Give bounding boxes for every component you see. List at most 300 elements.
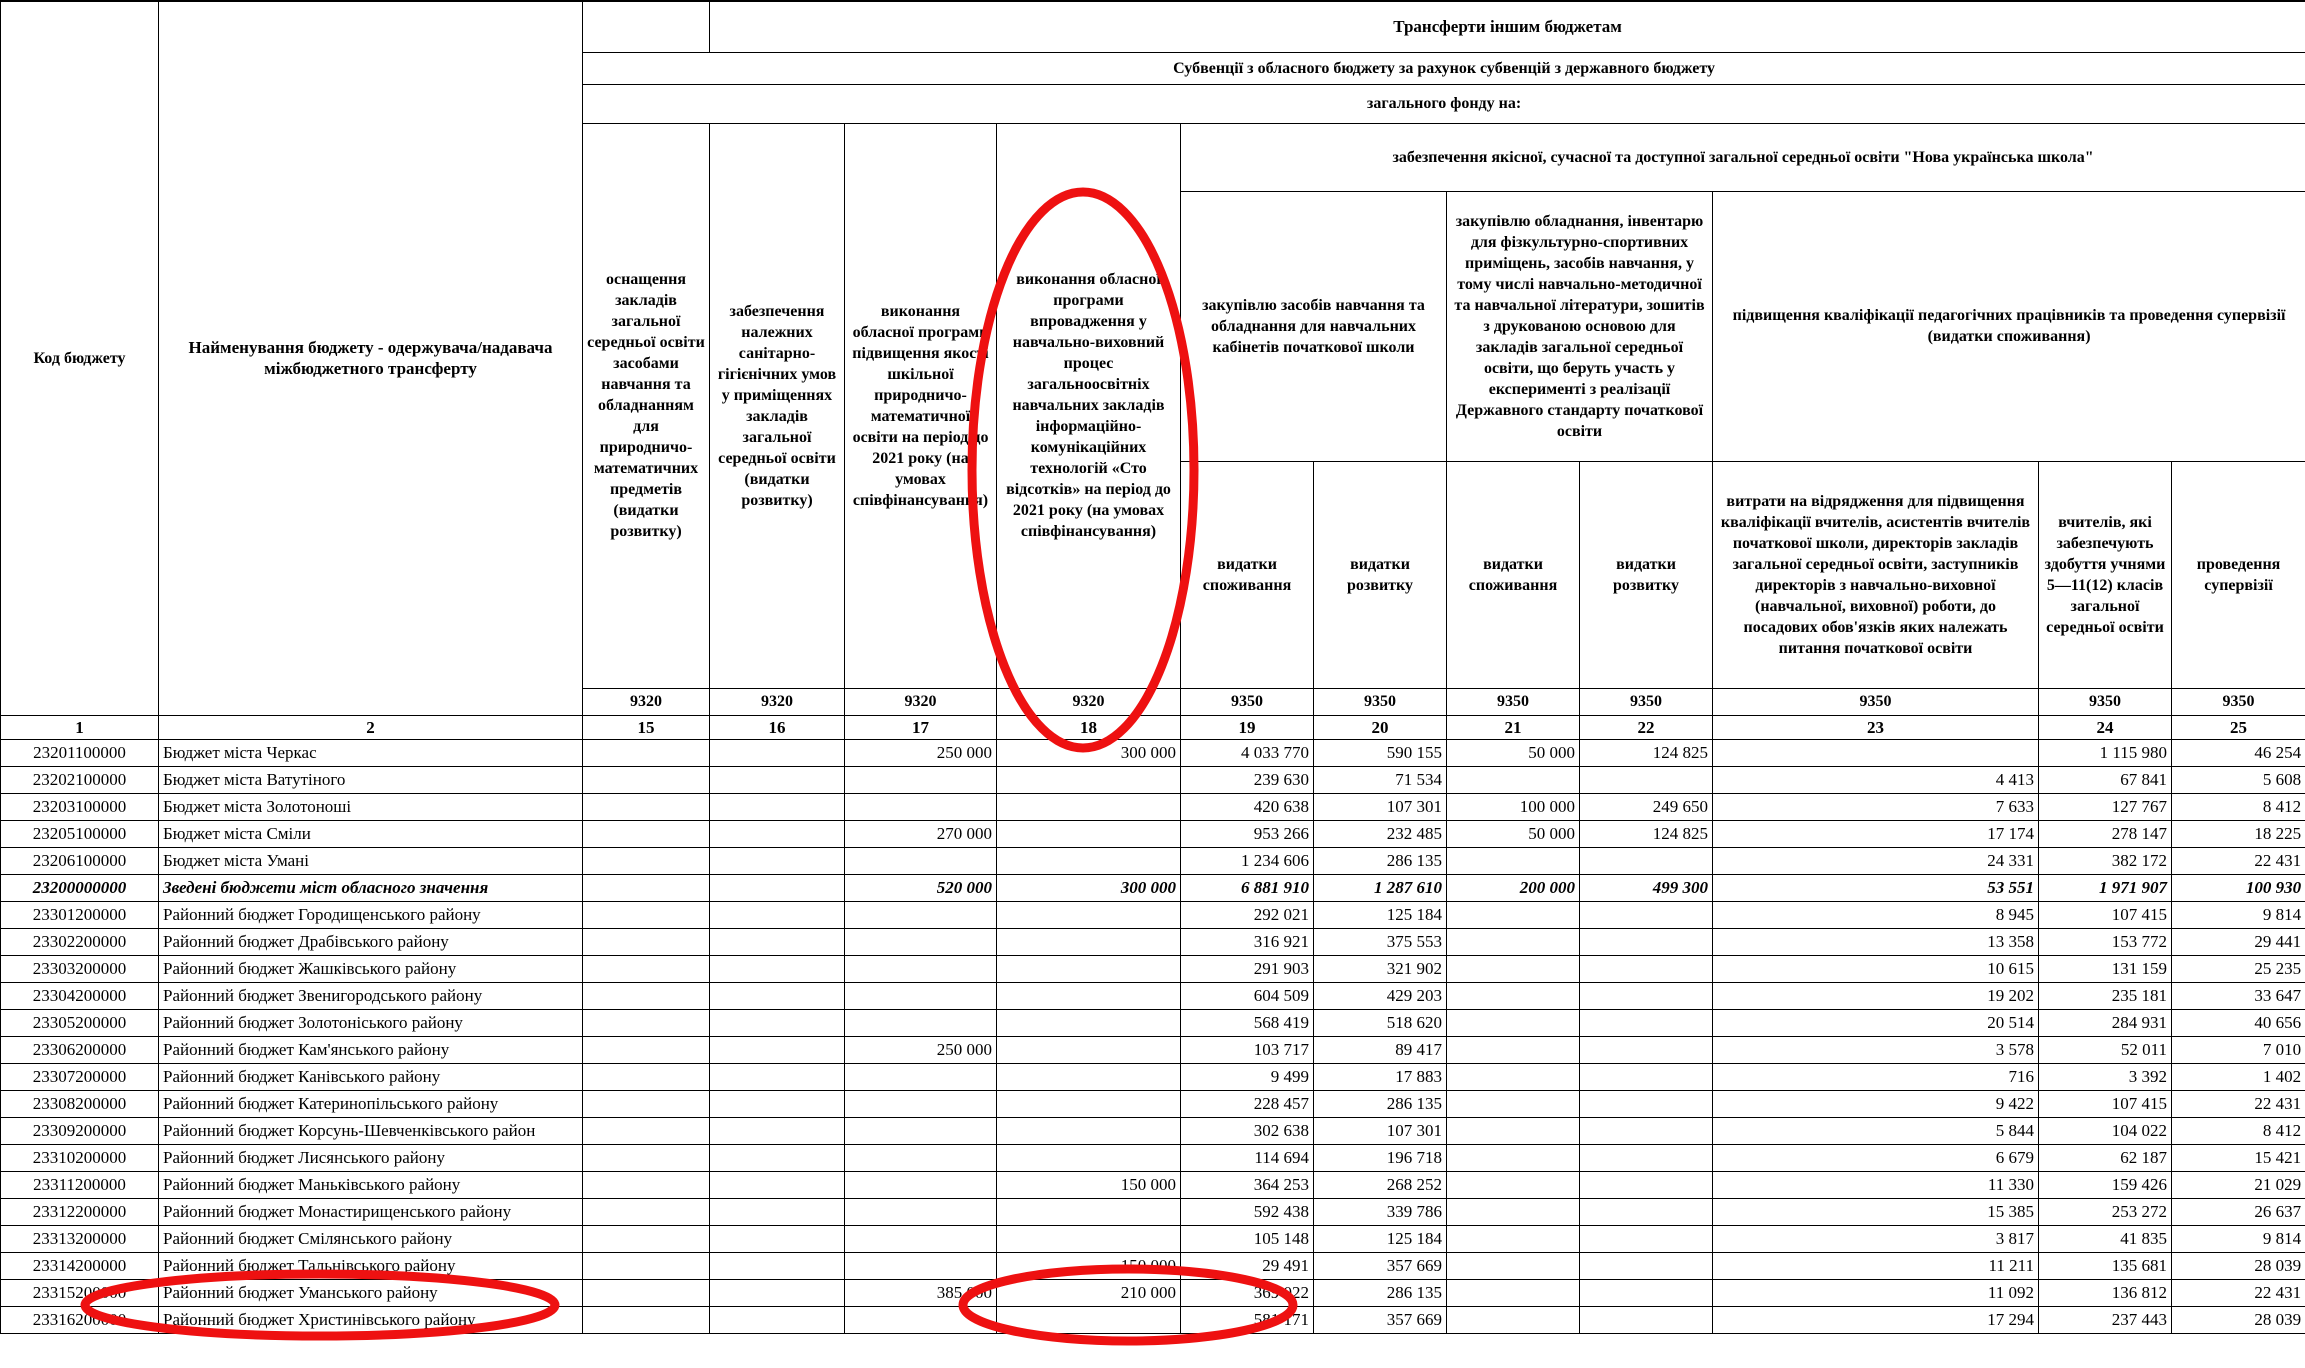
value-cell-col-15 (583, 847, 710, 874)
table-row (1, 1252, 2305, 1279)
value-cell-col-17 (845, 1009, 997, 1036)
value-cell-col-18: 150 000 (997, 1171, 1181, 1198)
value-cell-col-24: 131 159 (2039, 955, 2172, 982)
header-transfers: Трансферти іншим бюджетам (710, 1, 2305, 52)
value-cell-col-25: 7 010 (2172, 1036, 2305, 1063)
value-cell-col-20: 268 252 (1314, 1171, 1447, 1198)
value-cell-col-17 (845, 901, 997, 928)
header-col-19: видатки споживання (1181, 461, 1314, 688)
value-cell-col-18 (997, 1090, 1181, 1117)
value-cell-col-18 (997, 1225, 1181, 1252)
value-cell-col-16 (710, 874, 845, 901)
column-number: 15 (583, 715, 710, 739)
value-cell-col-15 (583, 1036, 710, 1063)
value-cell-col-21 (1447, 955, 1580, 982)
value-cell-col-21 (1447, 1306, 1580, 1333)
value-cell-col-18: 150 000 (997, 1252, 1181, 1279)
value-cell-col-16 (710, 1252, 845, 1279)
value-cell-col-19: 114 694 (1181, 1144, 1314, 1171)
value-cell-col-19: 105 148 (1181, 1225, 1314, 1252)
value-cell-col-17 (845, 1090, 997, 1117)
value-cell-col-25: 22 431 (2172, 1279, 2305, 1306)
value-cell-col-21: 200 000 (1447, 874, 1580, 901)
value-cell-col-24: 237 443 (2039, 1306, 2172, 1333)
table-row (1, 928, 2305, 955)
header-general-fund: загального фонду на: (583, 84, 2305, 123)
column-number: 17 (845, 715, 997, 739)
value-cell-col-25: 21 029 (2172, 1171, 2305, 1198)
value-cell-col-21 (1447, 1036, 1580, 1063)
value-cell-col-17 (845, 1198, 997, 1225)
value-cell-col-25: 26 637 (2172, 1198, 2305, 1225)
value-cell-col-21 (1447, 1090, 1580, 1117)
value-cell-col-23: 8 945 (1713, 901, 2039, 928)
value-cell-col-20: 107 301 (1314, 793, 1447, 820)
budget-name: Бюджет міста Умані (159, 847, 583, 874)
value-cell-col-25: 22 431 (2172, 1090, 2305, 1117)
table-row (1, 793, 2305, 820)
value-cell-col-24: 284 931 (2039, 1009, 2172, 1036)
value-cell-col-16 (710, 1090, 845, 1117)
header-col-16: забезпечення належних санітарно-гігієнічних умов у приміщеннях закладів загальної середньої освіти (видатки розвитку) (710, 123, 845, 688)
value-cell-col-20: 1 287 610 (1314, 874, 1447, 901)
value-cell-col-22 (1580, 1117, 1713, 1144)
value-cell-col-19: 592 438 (1181, 1198, 1314, 1225)
kpk-cell: 9350 (1314, 688, 1447, 715)
value-cell-col-18 (997, 1117, 1181, 1144)
value-cell-col-15 (583, 955, 710, 982)
value-cell-col-22: 124 825 (1580, 739, 1713, 766)
value-cell-col-23: 13 358 (1713, 928, 2039, 955)
table-row (1, 1306, 2305, 1333)
value-cell-col-25: 5 608 (2172, 766, 2305, 793)
value-cell-col-24: 135 681 (2039, 1252, 2172, 1279)
column-number: 21 (1447, 715, 1580, 739)
budget-name: Районний бюджет Золотоніського району (159, 1009, 583, 1036)
value-cell-col-24: 104 022 (2039, 1117, 2172, 1144)
value-cell-col-16 (710, 955, 845, 982)
value-cell-col-24: 1 115 980 (2039, 739, 2172, 766)
value-cell-col-21 (1447, 928, 1580, 955)
budget-name: Районний бюджет Монастирищенського району (159, 1198, 583, 1225)
header-col-25: проведення супервізії (2172, 461, 2305, 688)
value-cell-col-17: 385 000 (845, 1279, 997, 1306)
value-cell-col-25: 9 814 (2172, 1225, 2305, 1252)
value-cell-col-16 (710, 1063, 845, 1090)
value-cell-col-18 (997, 793, 1181, 820)
table-header (1, 1, 2305, 739)
value-cell-col-22 (1580, 1306, 1713, 1333)
value-cell-col-20: 286 135 (1314, 1090, 1447, 1117)
value-cell-col-20: 125 184 (1314, 901, 1447, 928)
value-cell-col-15 (583, 928, 710, 955)
value-cell-col-15 (583, 1252, 710, 1279)
value-cell-col-17: 520 000 (845, 874, 997, 901)
table-row (1, 1063, 2305, 1090)
value-cell-col-22 (1580, 1036, 1713, 1063)
value-cell-col-19: 228 457 (1181, 1090, 1314, 1117)
value-cell-col-22 (1580, 1198, 1713, 1225)
value-cell-col-23: 716 (1713, 1063, 2039, 1090)
value-cell-col-25: 28 039 (2172, 1252, 2305, 1279)
value-cell-col-19: 9 499 (1181, 1063, 1314, 1090)
budget-code: 23301200000 (1, 901, 159, 928)
value-cell-col-16 (710, 1144, 845, 1171)
table-row (1, 1009, 2305, 1036)
value-cell-col-16 (710, 847, 845, 874)
value-cell-col-19: 1 234 606 (1181, 847, 1314, 874)
value-cell-col-24: 107 415 (2039, 901, 2172, 928)
column-number: 23 (1713, 715, 2039, 739)
value-cell-col-19: 6 881 910 (1181, 874, 1314, 901)
value-cell-col-22 (1580, 1009, 1713, 1036)
header-col-23: витрати на відрядження для підвищення кваліфікації вчителів, асистентів вчителів початкової школи, директорів закладів загальної середньої освіти, заступників директорів з навчально-виховної (навчальної, виховної) роботи, до посадових обов'язків яких належать питання початкової освіти (1713, 461, 2039, 688)
value-cell-col-16 (710, 793, 845, 820)
value-cell-col-24: 136 812 (2039, 1279, 2172, 1306)
value-cell-col-18 (997, 1198, 1181, 1225)
value-cell-col-22 (1580, 1144, 1713, 1171)
budget-code: 23312200000 (1, 1198, 159, 1225)
kpk-cell: 9350 (1580, 688, 1713, 715)
value-cell-col-23: 24 331 (1713, 847, 2039, 874)
value-cell-col-21: 50 000 (1447, 820, 1580, 847)
value-cell-col-23 (1713, 739, 2039, 766)
value-cell-col-25: 28 039 (2172, 1306, 2305, 1333)
value-cell-col-17 (845, 955, 997, 982)
value-cell-col-25: 40 656 (2172, 1009, 2305, 1036)
value-cell-col-17 (845, 793, 997, 820)
value-cell-col-16 (710, 1198, 845, 1225)
value-cell-col-19: 316 921 (1181, 928, 1314, 955)
value-cell-col-16 (710, 1036, 845, 1063)
value-cell-col-18 (997, 928, 1181, 955)
budget-name: Зведені бюджети міст обласного значення (159, 874, 583, 901)
header-group-23: підвищення кваліфікації педагогічних працівників та проведення супервізії (видатки споживання) (1713, 191, 2305, 461)
table-row (1, 982, 2305, 1009)
value-cell-col-22: 499 300 (1580, 874, 1713, 901)
header-code: Код бюджету (1, 1, 159, 715)
value-cell-col-17 (845, 1252, 997, 1279)
budget-name: Районний бюджет Городищенського району (159, 901, 583, 928)
table-row (1, 955, 2305, 982)
value-cell-col-18: 300 000 (997, 739, 1181, 766)
value-cell-col-23: 53 551 (1713, 874, 2039, 901)
kpk-cell: 9350 (1181, 688, 1314, 715)
value-cell-col-20: 125 184 (1314, 1225, 1447, 1252)
value-cell-col-19: 953 266 (1181, 820, 1314, 847)
column-number: 22 (1580, 715, 1713, 739)
value-cell-col-15 (583, 1198, 710, 1225)
value-cell-col-16 (710, 820, 845, 847)
value-cell-col-15 (583, 1306, 710, 1333)
value-cell-col-24: 253 272 (2039, 1198, 2172, 1225)
value-cell-col-22 (1580, 1063, 1713, 1090)
value-cell-col-24: 52 011 (2039, 1036, 2172, 1063)
column-number: 1 (1, 715, 159, 739)
value-cell-col-17: 250 000 (845, 1036, 997, 1063)
table-row (1, 1171, 2305, 1198)
value-cell-col-22 (1580, 1171, 1713, 1198)
kpk-cell: 9320 (845, 688, 997, 715)
table-row (1, 1144, 2305, 1171)
value-cell-col-16 (710, 982, 845, 1009)
value-cell-col-21: 50 000 (1447, 739, 1580, 766)
value-cell-col-19: 369 022 (1181, 1279, 1314, 1306)
value-cell-col-19: 581 171 (1181, 1306, 1314, 1333)
value-cell-col-21 (1447, 901, 1580, 928)
value-cell-col-15 (583, 1279, 710, 1306)
value-cell-col-18 (997, 1009, 1181, 1036)
value-cell-col-15 (583, 1225, 710, 1252)
column-number: 2 (159, 715, 583, 739)
value-cell-col-21 (1447, 1279, 1580, 1306)
budget-code: 23202100000 (1, 766, 159, 793)
value-cell-col-25: 33 647 (2172, 982, 2305, 1009)
value-cell-col-20: 321 902 (1314, 955, 1447, 982)
value-cell-col-20: 17 883 (1314, 1063, 1447, 1090)
value-cell-col-15 (583, 1009, 710, 1036)
value-cell-col-23: 17 294 (1713, 1306, 2039, 1333)
value-cell-col-24: 107 415 (2039, 1090, 2172, 1117)
table-body (1, 739, 2305, 1333)
value-cell-col-15 (583, 874, 710, 901)
value-cell-col-17 (845, 1171, 997, 1198)
value-cell-col-20: 89 417 (1314, 1036, 1447, 1063)
budget-code: 23310200000 (1, 1144, 159, 1171)
value-cell-col-19: 604 509 (1181, 982, 1314, 1009)
value-cell-col-23: 9 422 (1713, 1090, 2039, 1117)
value-cell-col-19: 364 253 (1181, 1171, 1314, 1198)
budget-name: Районний бюджет Жашківського району (159, 955, 583, 982)
value-cell-col-18 (997, 1036, 1181, 1063)
value-cell-col-20: 196 718 (1314, 1144, 1447, 1171)
value-cell-col-21 (1447, 766, 1580, 793)
header-blank (583, 1, 710, 52)
budget-code: 23314200000 (1, 1252, 159, 1279)
value-cell-col-22 (1580, 955, 1713, 982)
value-cell-col-17 (845, 766, 997, 793)
value-cell-col-22 (1580, 1252, 1713, 1279)
value-cell-col-22 (1580, 766, 1713, 793)
value-cell-col-16 (710, 1171, 845, 1198)
budget-name: Бюджет міста Черкас (159, 739, 583, 766)
value-cell-col-24: 67 841 (2039, 766, 2172, 793)
value-cell-col-23: 10 615 (1713, 955, 2039, 982)
value-cell-col-18 (997, 1306, 1181, 1333)
value-cell-col-16 (710, 1009, 845, 1036)
budget-code: 23206100000 (1, 847, 159, 874)
value-cell-col-23: 11 211 (1713, 1252, 2039, 1279)
value-cell-col-24: 62 187 (2039, 1144, 2172, 1171)
value-cell-col-22 (1580, 901, 1713, 928)
value-cell-col-17 (845, 1306, 997, 1333)
value-cell-col-18 (997, 820, 1181, 847)
header-col-24: вчителів, які забезпечують здобуття учнями 5—11(12) класів загальної середньої освіти (2039, 461, 2172, 688)
budget-name: Районний бюджет Катеринопільського району (159, 1090, 583, 1117)
value-cell-col-25: 1 402 (2172, 1063, 2305, 1090)
column-number: 16 (710, 715, 845, 739)
value-cell-col-23: 15 385 (1713, 1198, 2039, 1225)
value-cell-col-25: 100 930 (2172, 874, 2305, 901)
value-cell-col-17: 250 000 (845, 739, 997, 766)
value-cell-col-23: 3 578 (1713, 1036, 2039, 1063)
kpk-cell: 9320 (710, 688, 845, 715)
column-number: 25 (2172, 715, 2305, 739)
value-cell-col-23: 11 092 (1713, 1279, 2039, 1306)
value-cell-col-17 (845, 928, 997, 955)
value-cell-col-20: 357 669 (1314, 1252, 1447, 1279)
value-cell-col-15 (583, 901, 710, 928)
value-cell-col-16 (710, 1279, 845, 1306)
budget-name: Бюджет міста Сміли (159, 820, 583, 847)
value-cell-col-19: 420 638 (1181, 793, 1314, 820)
table-row (1, 766, 2305, 793)
value-cell-col-15 (583, 982, 710, 1009)
value-cell-col-17 (845, 1225, 997, 1252)
value-cell-col-20: 518 620 (1314, 1009, 1447, 1036)
value-cell-col-16 (710, 1225, 845, 1252)
value-cell-col-23: 4 413 (1713, 766, 2039, 793)
value-cell-col-16 (710, 928, 845, 955)
kpk-cell: 9350 (1713, 688, 2039, 715)
table-row (1, 901, 2305, 928)
value-cell-col-24: 278 147 (2039, 820, 2172, 847)
value-cell-col-17 (845, 1144, 997, 1171)
value-cell-col-25: 29 441 (2172, 928, 2305, 955)
budget-name: Районний бюджет Смілянського району (159, 1225, 583, 1252)
value-cell-col-20: 429 203 (1314, 982, 1447, 1009)
budget-name: Районний бюджет Корсунь-Шевченківського район (159, 1117, 583, 1144)
budget-code: 23313200000 (1, 1225, 159, 1252)
budget-name: Районний бюджет Тальнівського району (159, 1252, 583, 1279)
header-group-19: закупівлю засобів навчання та обладнання для навчальних кабінетів початкової школи (1181, 191, 1447, 461)
value-cell-col-24: 382 172 (2039, 847, 2172, 874)
table-row (1, 1279, 2305, 1306)
table-row (1, 739, 2305, 766)
value-cell-col-18 (997, 955, 1181, 982)
table-row (1, 1225, 2305, 1252)
value-cell-col-24: 153 772 (2039, 928, 2172, 955)
budget-name: Районний бюджет Канівського району (159, 1063, 583, 1090)
table-row (1, 1117, 2305, 1144)
value-cell-col-21: 100 000 (1447, 793, 1580, 820)
budget-name: Районний бюджет Лисянського району (159, 1144, 583, 1171)
value-cell-col-19: 292 021 (1181, 901, 1314, 928)
column-numbers-row (1, 715, 2305, 739)
table-row (1, 1036, 2305, 1063)
value-cell-col-19: 568 419 (1181, 1009, 1314, 1036)
value-cell-col-20: 590 155 (1314, 739, 1447, 766)
value-cell-col-25: 25 235 (2172, 955, 2305, 982)
value-cell-col-21 (1447, 847, 1580, 874)
value-cell-col-19: 239 630 (1181, 766, 1314, 793)
value-cell-col-20: 107 301 (1314, 1117, 1447, 1144)
value-cell-col-25: 18 225 (2172, 820, 2305, 847)
budget-code: 23308200000 (1, 1090, 159, 1117)
table-row-total (1, 874, 2305, 901)
column-number: 19 (1181, 715, 1314, 739)
value-cell-col-16 (710, 901, 845, 928)
value-cell-col-22: 124 825 (1580, 820, 1713, 847)
value-cell-col-23: 5 844 (1713, 1117, 2039, 1144)
value-cell-col-20: 286 135 (1314, 1279, 1447, 1306)
value-cell-col-22 (1580, 982, 1713, 1009)
value-cell-col-19: 291 903 (1181, 955, 1314, 982)
header-nus: забезпечення якісної, сучасної та доступної загальної середньої освіти "Нова українська школа" (1181, 123, 2305, 191)
value-cell-col-22 (1580, 1090, 1713, 1117)
value-cell-col-21 (1447, 982, 1580, 1009)
budget-code: 23302200000 (1, 928, 159, 955)
header-subventions: Субвенції з обласного бюджету за рахунок субвенцій з державного бюджету (583, 52, 2305, 84)
kpk-cell: 9350 (1447, 688, 1580, 715)
column-number: 18 (997, 715, 1181, 739)
value-cell-col-20: 71 534 (1314, 766, 1447, 793)
value-cell-col-20: 375 553 (1314, 928, 1447, 955)
value-cell-col-17: 270 000 (845, 820, 997, 847)
value-cell-col-18 (997, 847, 1181, 874)
budget-code: 23205100000 (1, 820, 159, 847)
value-cell-col-18: 300 000 (997, 874, 1181, 901)
value-cell-col-20: 232 485 (1314, 820, 1447, 847)
value-cell-col-15 (583, 1144, 710, 1171)
header-name: Найменування бюджету - одержувача/надавача міжбюджетного трансферту (159, 1, 583, 715)
budget-name: Бюджет міста Ватутіного (159, 766, 583, 793)
value-cell-col-19: 29 491 (1181, 1252, 1314, 1279)
column-number: 20 (1314, 715, 1447, 739)
value-cell-col-15 (583, 1090, 710, 1117)
value-cell-col-16 (710, 1306, 845, 1333)
value-cell-col-23: 11 330 (1713, 1171, 2039, 1198)
value-cell-col-18 (997, 766, 1181, 793)
budget-name: Бюджет міста Золотоноші (159, 793, 583, 820)
value-cell-col-22 (1580, 1225, 1713, 1252)
budget-name: Районний бюджет Уманського району (159, 1279, 583, 1306)
value-cell-col-25: 9 814 (2172, 901, 2305, 928)
value-cell-col-17 (845, 982, 997, 1009)
value-cell-col-24: 3 392 (2039, 1063, 2172, 1090)
value-cell-col-15 (583, 793, 710, 820)
value-cell-col-25: 8 412 (2172, 793, 2305, 820)
value-cell-col-16 (710, 1117, 845, 1144)
kpk-cell: 9320 (997, 688, 1181, 715)
value-cell-col-21 (1447, 1225, 1580, 1252)
value-cell-col-23: 3 817 (1713, 1225, 2039, 1252)
value-cell-col-21 (1447, 1252, 1580, 1279)
value-cell-col-19: 103 717 (1181, 1036, 1314, 1063)
value-cell-col-15 (583, 1171, 710, 1198)
value-cell-col-22 (1580, 928, 1713, 955)
budget-code: 23307200000 (1, 1063, 159, 1090)
value-cell-col-15 (583, 766, 710, 793)
value-cell-col-18 (997, 901, 1181, 928)
table-row (1, 820, 2305, 847)
budget-code: 23306200000 (1, 1036, 159, 1063)
value-cell-col-15 (583, 1063, 710, 1090)
kpk-cell: 9350 (2039, 688, 2172, 715)
budget-code: 23200000000 (1, 874, 159, 901)
value-cell-col-18 (997, 982, 1181, 1009)
value-cell-col-15 (583, 820, 710, 847)
budget-code: 23305200000 (1, 1009, 159, 1036)
value-cell-col-15 (583, 1117, 710, 1144)
budget-name: Районний бюджет Драбівського району (159, 928, 583, 955)
value-cell-col-21 (1447, 1117, 1580, 1144)
value-cell-col-17 (845, 847, 997, 874)
budget-code: 23203100000 (1, 793, 159, 820)
value-cell-col-19: 302 638 (1181, 1117, 1314, 1144)
header-col-22: видатки розвитку (1580, 461, 1713, 688)
value-cell-col-24: 1 971 907 (2039, 874, 2172, 901)
